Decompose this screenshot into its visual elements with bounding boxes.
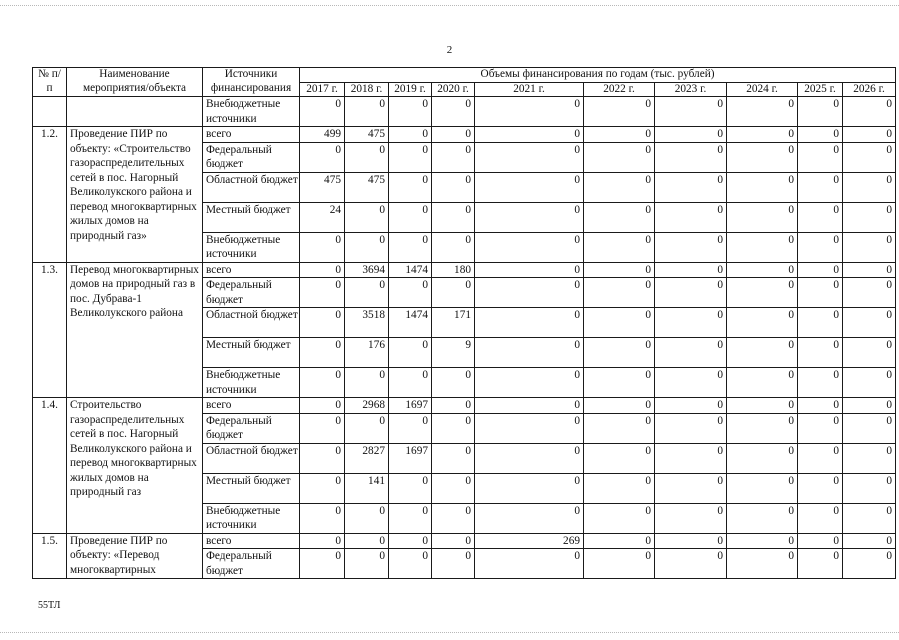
- amount-cell: 0: [300, 398, 345, 414]
- amount-cell: 0: [843, 503, 896, 533]
- amount-cell: 0: [584, 142, 655, 172]
- amount-cell: 0: [345, 232, 389, 262]
- amount-cell: 0: [475, 202, 584, 232]
- amount-cell: 0: [475, 413, 584, 443]
- amount-cell: 0: [432, 533, 475, 549]
- amount-cell: 0: [655, 202, 727, 232]
- amount-cell: 0: [389, 338, 432, 368]
- amount-cell: 0: [475, 278, 584, 308]
- amount-cell: 0: [798, 127, 843, 143]
- amount-cell: 475: [300, 172, 345, 202]
- funding-source: Местный бюджет: [203, 473, 300, 503]
- amount-cell: 0: [843, 142, 896, 172]
- table-row: [33, 533, 896, 549]
- amount-cell: 0: [655, 142, 727, 172]
- amount-cell: 0: [300, 368, 345, 398]
- amount-cell: 0: [300, 262, 345, 278]
- amount-cell: 499: [300, 127, 345, 143]
- funding-source: Местный бюджет: [203, 338, 300, 368]
- amount-cell: 0: [843, 443, 896, 473]
- amount-cell: 0: [432, 202, 475, 232]
- measure-name: Проведение ПИР по объекту: «Перевод многоквартирных: [67, 533, 203, 579]
- table-body: [33, 97, 896, 579]
- measure-name: Строительство газораспределительных сетей в пос. Нагорный Великолукского района и перевод многоквартирных жилых домов на природный газ: [67, 398, 203, 534]
- amount-cell: 0: [798, 278, 843, 308]
- amount-cell: 0: [475, 127, 584, 143]
- amount-cell: 0: [345, 413, 389, 443]
- amount-cell: 0: [843, 473, 896, 503]
- amount-cell: 0: [345, 142, 389, 172]
- amount-cell: 0: [300, 533, 345, 549]
- amount-cell: 0: [798, 172, 843, 202]
- amount-cell: 0: [655, 503, 727, 533]
- amount-cell: 0: [798, 413, 843, 443]
- funding-source: всего: [203, 127, 300, 143]
- page-number: 2: [446, 44, 453, 56]
- amount-cell: 176: [345, 338, 389, 368]
- amount-cell: 0: [798, 533, 843, 549]
- funding-source: Внебюджетные источники: [203, 503, 300, 533]
- amount-cell: 0: [655, 278, 727, 308]
- amount-cell: 0: [727, 503, 798, 533]
- amount-cell: 0: [584, 503, 655, 533]
- amount-cell: 0: [389, 232, 432, 262]
- amount-cell: 0: [727, 398, 798, 414]
- amount-cell: 0: [798, 338, 843, 368]
- amount-cell: 0: [727, 533, 798, 549]
- amount-cell: 0: [432, 413, 475, 443]
- amount-cell: 0: [655, 172, 727, 202]
- amount-cell: 0: [727, 142, 798, 172]
- amount-cell: 0: [300, 549, 345, 579]
- amount-cell: 0: [389, 97, 432, 127]
- header-year: 2025 г.: [798, 82, 843, 97]
- amount-cell: 0: [432, 127, 475, 143]
- amount-cell: 0: [843, 398, 896, 414]
- amount-cell: 0: [798, 202, 843, 232]
- amount-cell: 0: [475, 503, 584, 533]
- amount-cell: 0: [727, 549, 798, 579]
- amount-cell: 0: [798, 473, 843, 503]
- amount-cell: 0: [475, 232, 584, 262]
- amount-cell: 3694: [345, 262, 389, 278]
- header-year: 2021 г.: [475, 82, 584, 97]
- amount-cell: 0: [389, 172, 432, 202]
- amount-cell: 0: [798, 503, 843, 533]
- footer-code: 55ТЛ: [38, 600, 61, 611]
- measure-name: Проведение ПИР по объекту: «Строительство газораспределительных сетей в пос. Нагорный Великолукского района и перевод многоквартирных жилых домов на природный газ»: [67, 127, 203, 263]
- funding-source: Внебюджетные источники: [203, 368, 300, 398]
- amount-cell: 1474: [389, 262, 432, 278]
- amount-cell: 0: [798, 398, 843, 414]
- amount-cell: 0: [655, 97, 727, 127]
- amount-cell: 0: [389, 142, 432, 172]
- amount-cell: 0: [300, 232, 345, 262]
- amount-cell: 0: [432, 232, 475, 262]
- amount-cell: 0: [655, 232, 727, 262]
- amount-cell: 0: [389, 533, 432, 549]
- amount-cell: 0: [432, 473, 475, 503]
- amount-cell: 180: [432, 262, 475, 278]
- amount-cell: 0: [798, 262, 843, 278]
- amount-cell: 0: [584, 127, 655, 143]
- funding-source: Областной бюджет: [203, 308, 300, 338]
- amount-cell: 475: [345, 172, 389, 202]
- amount-cell: 0: [655, 262, 727, 278]
- row-number: [33, 97, 67, 127]
- amount-cell: 0: [345, 278, 389, 308]
- amount-cell: 0: [389, 503, 432, 533]
- amount-cell: 0: [727, 202, 798, 232]
- amount-cell: 0: [843, 308, 896, 338]
- amount-cell: 0: [727, 473, 798, 503]
- measure-name: [67, 97, 203, 127]
- amount-cell: 0: [727, 443, 798, 473]
- amount-cell: 0: [432, 278, 475, 308]
- amount-cell: 0: [389, 368, 432, 398]
- funding-source: всего: [203, 398, 300, 414]
- amount-cell: 0: [584, 172, 655, 202]
- amount-cell: 0: [345, 549, 389, 579]
- amount-cell: 0: [432, 443, 475, 473]
- scan-edge-top: [0, 5, 899, 8]
- funding-source: Внебюджетные источники: [203, 97, 300, 127]
- amount-cell: 0: [798, 232, 843, 262]
- amount-cell: 0: [345, 97, 389, 127]
- amount-cell: 0: [475, 549, 584, 579]
- amount-cell: 0: [584, 443, 655, 473]
- amount-cell: 0: [843, 262, 896, 278]
- funding-source: Местный бюджет: [203, 202, 300, 232]
- amount-cell: 0: [389, 549, 432, 579]
- amount-cell: 141: [345, 473, 389, 503]
- table-row: [33, 97, 896, 127]
- amount-cell: 0: [584, 473, 655, 503]
- amount-cell: 0: [727, 368, 798, 398]
- amount-cell: 0: [727, 278, 798, 308]
- amount-cell: 0: [345, 503, 389, 533]
- amount-cell: 0: [843, 549, 896, 579]
- header-row-1: [33, 68, 896, 83]
- funding-source: Областной бюджет: [203, 443, 300, 473]
- amount-cell: 0: [584, 549, 655, 579]
- header-year: 2020 г.: [432, 82, 475, 97]
- amount-cell: 0: [798, 142, 843, 172]
- amount-cell: 0: [727, 338, 798, 368]
- amount-cell: 0: [584, 278, 655, 308]
- amount-cell: 0: [843, 172, 896, 202]
- amount-cell: 0: [389, 413, 432, 443]
- header-year: 2022 г.: [584, 82, 655, 97]
- header-num: № п/п: [33, 68, 67, 97]
- amount-cell: 0: [798, 368, 843, 398]
- table-row: [33, 398, 896, 414]
- amount-cell: 0: [345, 368, 389, 398]
- amount-cell: 0: [843, 127, 896, 143]
- amount-cell: 0: [584, 338, 655, 368]
- amount-cell: 0: [655, 398, 727, 414]
- amount-cell: 0: [798, 97, 843, 127]
- amount-cell: 0: [655, 549, 727, 579]
- header-year: 2026 г.: [843, 82, 896, 97]
- measure-name: Перевод многоквартирных домов на природный газ в пос. Дубрава-1 Великолукского района: [67, 262, 203, 398]
- funding-source: всего: [203, 533, 300, 549]
- funding-source: Федеральный бюджет: [203, 142, 300, 172]
- amount-cell: 0: [655, 533, 727, 549]
- amount-cell: 0: [655, 413, 727, 443]
- amount-cell: 0: [584, 97, 655, 127]
- amount-cell: 0: [475, 97, 584, 127]
- amount-cell: 0: [584, 398, 655, 414]
- funding-source: Внебюджетные источники: [203, 232, 300, 262]
- row-number: 1.4.: [33, 398, 67, 534]
- amount-cell: 0: [727, 308, 798, 338]
- amount-cell: 0: [389, 278, 432, 308]
- amount-cell: 0: [584, 308, 655, 338]
- amount-cell: 0: [798, 443, 843, 473]
- amount-cell: 0: [389, 127, 432, 143]
- amount-cell: 0: [727, 232, 798, 262]
- amount-cell: 24: [300, 202, 345, 232]
- amount-cell: 0: [475, 142, 584, 172]
- amount-cell: 1697: [389, 443, 432, 473]
- amount-cell: 0: [843, 202, 896, 232]
- amount-cell: 0: [843, 278, 896, 308]
- amount-cell: 0: [584, 232, 655, 262]
- amount-cell: 0: [432, 172, 475, 202]
- header-year: 2018 г.: [345, 82, 389, 97]
- header-year: 2019 г.: [389, 82, 432, 97]
- amount-cell: 0: [843, 232, 896, 262]
- amount-cell: 0: [432, 398, 475, 414]
- amount-cell: 0: [843, 413, 896, 443]
- scan-edge-bottom: [0, 632, 899, 635]
- funding-source: Федеральный бюджет: [203, 413, 300, 443]
- amount-cell: 0: [584, 262, 655, 278]
- amount-cell: 0: [655, 127, 727, 143]
- financing-table: [32, 67, 896, 579]
- table-row: [33, 127, 896, 143]
- amount-cell: 0: [432, 97, 475, 127]
- amount-cell: 0: [727, 172, 798, 202]
- amount-cell: 3518: [345, 308, 389, 338]
- amount-cell: 0: [475, 473, 584, 503]
- amount-cell: 1697: [389, 398, 432, 414]
- amount-cell: 0: [655, 338, 727, 368]
- amount-cell: 0: [584, 368, 655, 398]
- funding-source: всего: [203, 262, 300, 278]
- amount-cell: 475: [345, 127, 389, 143]
- header-year: 2023 г.: [655, 82, 727, 97]
- amount-cell: 0: [300, 473, 345, 503]
- amount-cell: 0: [727, 262, 798, 278]
- amount-cell: 0: [655, 308, 727, 338]
- header-year: 2024 г.: [727, 82, 798, 97]
- amount-cell: 0: [843, 533, 896, 549]
- amount-cell: 0: [432, 503, 475, 533]
- amount-cell: 0: [584, 202, 655, 232]
- amount-cell: 0: [843, 97, 896, 127]
- amount-cell: 0: [345, 533, 389, 549]
- row-number: 1.5.: [33, 533, 67, 579]
- amount-cell: 0: [727, 127, 798, 143]
- amount-cell: 0: [389, 202, 432, 232]
- amount-cell: 0: [300, 97, 345, 127]
- amount-cell: 0: [432, 549, 475, 579]
- amount-cell: 0: [655, 368, 727, 398]
- funding-source: Федеральный бюджет: [203, 278, 300, 308]
- amount-cell: 0: [300, 443, 345, 473]
- amount-cell: 1474: [389, 308, 432, 338]
- amount-cell: 9: [432, 338, 475, 368]
- amount-cell: 0: [300, 338, 345, 368]
- amount-cell: 0: [389, 473, 432, 503]
- amount-cell: 0: [475, 368, 584, 398]
- funding-source: Областной бюджет: [203, 172, 300, 202]
- amount-cell: 0: [727, 97, 798, 127]
- row-number: 1.3.: [33, 262, 67, 398]
- amount-cell: 0: [475, 398, 584, 414]
- amount-cell: 0: [300, 278, 345, 308]
- amount-cell: 0: [475, 443, 584, 473]
- header-source: Источники финансирования: [203, 68, 300, 97]
- amount-cell: 0: [300, 413, 345, 443]
- amount-cell: 0: [843, 338, 896, 368]
- amount-cell: 0: [798, 549, 843, 579]
- amount-cell: 0: [475, 172, 584, 202]
- amount-cell: 0: [843, 368, 896, 398]
- amount-cell: 0: [727, 413, 798, 443]
- amount-cell: 171: [432, 308, 475, 338]
- amount-cell: 269: [475, 533, 584, 549]
- table-row: [33, 262, 896, 278]
- row-number: 1.2.: [33, 127, 67, 263]
- amount-cell: 0: [475, 308, 584, 338]
- header-name: Наименование мероприятия/объекта: [67, 68, 203, 97]
- amount-cell: 0: [475, 262, 584, 278]
- amount-cell: 0: [300, 503, 345, 533]
- amount-cell: 0: [584, 533, 655, 549]
- amount-cell: 0: [300, 308, 345, 338]
- amount-cell: 0: [432, 142, 475, 172]
- amount-cell: 0: [655, 443, 727, 473]
- funding-source: Федеральный бюджет: [203, 549, 300, 579]
- amount-cell: 0: [475, 338, 584, 368]
- amount-cell: 0: [345, 202, 389, 232]
- amount-cell: 0: [655, 473, 727, 503]
- amount-cell: 0: [798, 308, 843, 338]
- amount-cell: 0: [432, 368, 475, 398]
- header-year: 2017 г.: [300, 82, 345, 97]
- amount-cell: 2827: [345, 443, 389, 473]
- header-years-group: Объемы финансирования по годам (тыс. рублей): [300, 68, 896, 83]
- amount-cell: 0: [300, 142, 345, 172]
- amount-cell: 0: [584, 413, 655, 443]
- amount-cell: 2968: [345, 398, 389, 414]
